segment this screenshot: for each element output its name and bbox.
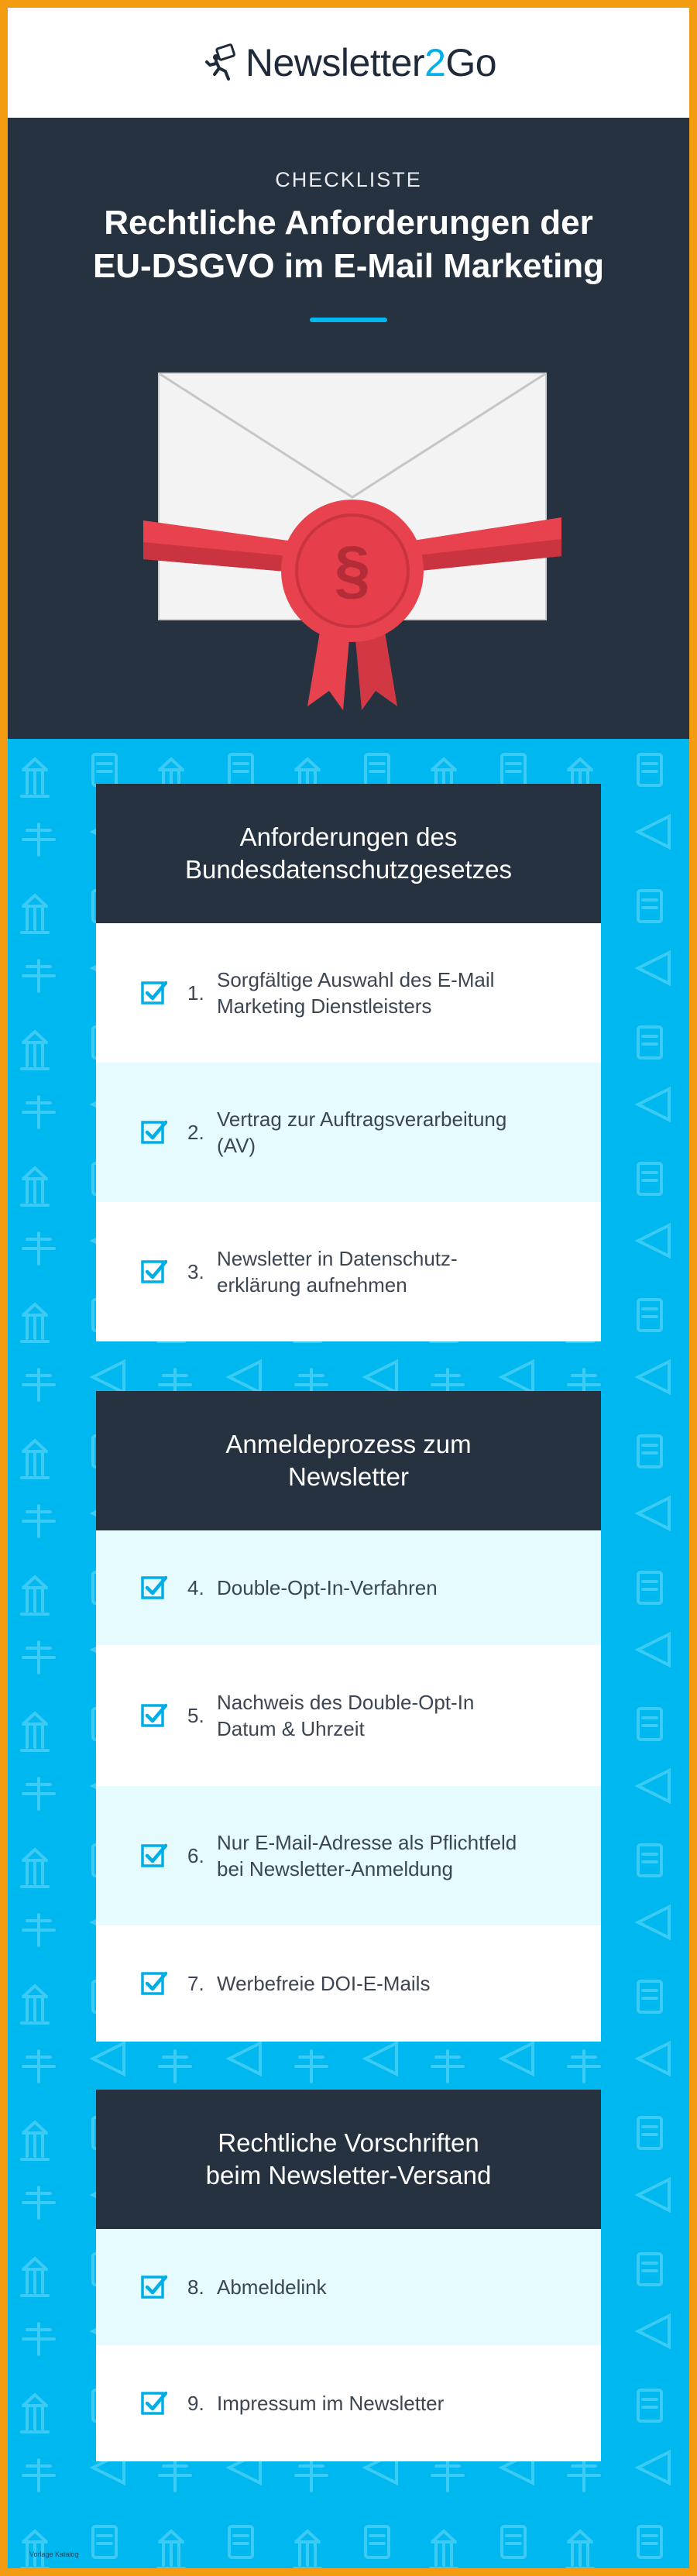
item-text-line1: Double-Opt-In-Verfahren [217,1576,438,1599]
item-text-line1: Sorgfältige Auswahl des E-Mail [217,968,495,991]
runner-envelope-icon [201,42,242,84]
item-number: 9. [187,2392,204,2415]
footer-note: Vorlage Katalog [29,2550,79,2558]
checkbox-check-icon[interactable] [141,1575,167,1601]
item-text [217,1970,430,1997]
checklist-item-7[interactable] [96,1925,601,2042]
checkbox-check-icon[interactable] [141,1119,167,1145]
checklist-item-2[interactable] [96,1063,601,1202]
item-text [217,967,494,1019]
sealed-envelope-illustration [143,366,561,722]
brand-wordmark [245,40,496,85]
checkbox-check-icon[interactable] [141,1843,167,1869]
item-number: 7. [187,1972,204,1995]
hero-headline-line2: EU-DSGVO im E-Mail Marketing [92,247,605,285]
item-number: 1. [187,981,204,1005]
item-text-line2: Marketing Dienstleisters [217,994,432,1018]
item-text-line2: bei Newsletter-Anmeldung [217,1857,453,1880]
section-title-line1: Anmeldeprozess zum [225,1430,472,1458]
checklist-item-6[interactable] [96,1786,601,1925]
checkbox-check-icon[interactable] [141,1970,167,1997]
checkbox-check-icon[interactable] [141,980,167,1006]
brand-logo[interactable] [201,40,496,85]
item-text-line1: Vertrag zur Auftragsverarbeitung [217,1108,507,1131]
item-text [217,1106,506,1159]
hero-kicker: CHECKLISTE [275,168,422,191]
item-number: 3. [187,1260,204,1283]
hero-divider [310,318,387,322]
checklist-item-5[interactable] [96,1645,601,1786]
item-text-line2: erklärung aufnehmen [217,1273,407,1297]
item-text-line2: Datum & Uhrzeit [217,1717,365,1740]
section-card-3 [96,2090,601,2461]
item-number: 6. [187,1844,204,1867]
brand-name-part2: 2 [424,41,446,84]
item-text-line1: Newsletter in Datenschutz- [217,1247,458,1270]
item-number: 5. [187,1704,204,1727]
section-title-line2: beim Newsletter-Versand [205,2161,492,2190]
section-header [96,1391,601,1530]
section-card-1 [96,784,601,1341]
item-number: 8. [187,2275,204,2299]
item-text [217,2274,327,2300]
infographic-frame [8,8,689,2568]
seal-paragraph-symbol: § [334,533,371,606]
item-text [217,1575,438,1601]
item-text [217,1245,458,1298]
section-title-line1: Rechtliche Vorschriften [218,2128,479,2157]
item-text-line1: Nachweis des Double-Opt-In [217,1691,475,1714]
hero-section [8,118,689,739]
checklist-item-9[interactable] [96,2345,601,2461]
checkbox-check-icon[interactable] [141,2390,167,2416]
checklist-item-8[interactable] [96,2229,601,2345]
checkbox-check-icon[interactable] [141,1702,167,1729]
item-text-line1: Abmeldelink [217,2275,327,2299]
item-number: 4. [187,1576,204,1599]
item-text-line1: Nur E-Mail-Adresse als Pflichtfeld [217,1831,517,1854]
item-text-line1: Impressum im Newsletter [217,2392,445,2415]
section-title-line2: Bundesdatenschutzgesetzes [185,855,512,884]
brand-name-part3: Go [445,41,497,84]
brand-name-part1: Newsletter [245,41,425,84]
hero-headline [8,201,689,288]
section-header [96,784,601,923]
item-text-line1: Werbefreie DOI-E-Mails [217,1972,431,1995]
item-text-line2: (AV) [217,1134,256,1157]
section-card-2 [96,1391,601,2042]
section-header [96,2090,601,2229]
item-text [217,1689,474,1742]
checkbox-check-icon[interactable] [141,1259,167,1285]
checklist-item-1[interactable] [96,923,601,1063]
section-title-line2: Newsletter [288,1462,409,1491]
item-text [217,1829,517,1882]
item-number: 2. [187,1121,204,1144]
checklist-item-3[interactable] [96,1202,601,1341]
checkbox-check-icon[interactable] [141,2274,167,2300]
hero-headline-line1: Rechtliche Anforderungen der [104,204,593,242]
item-text [217,2390,444,2416]
section-title-line1: Anforderungen des [239,823,458,851]
logo-bar [8,8,689,118]
checklist-item-4[interactable] [96,1530,601,1645]
